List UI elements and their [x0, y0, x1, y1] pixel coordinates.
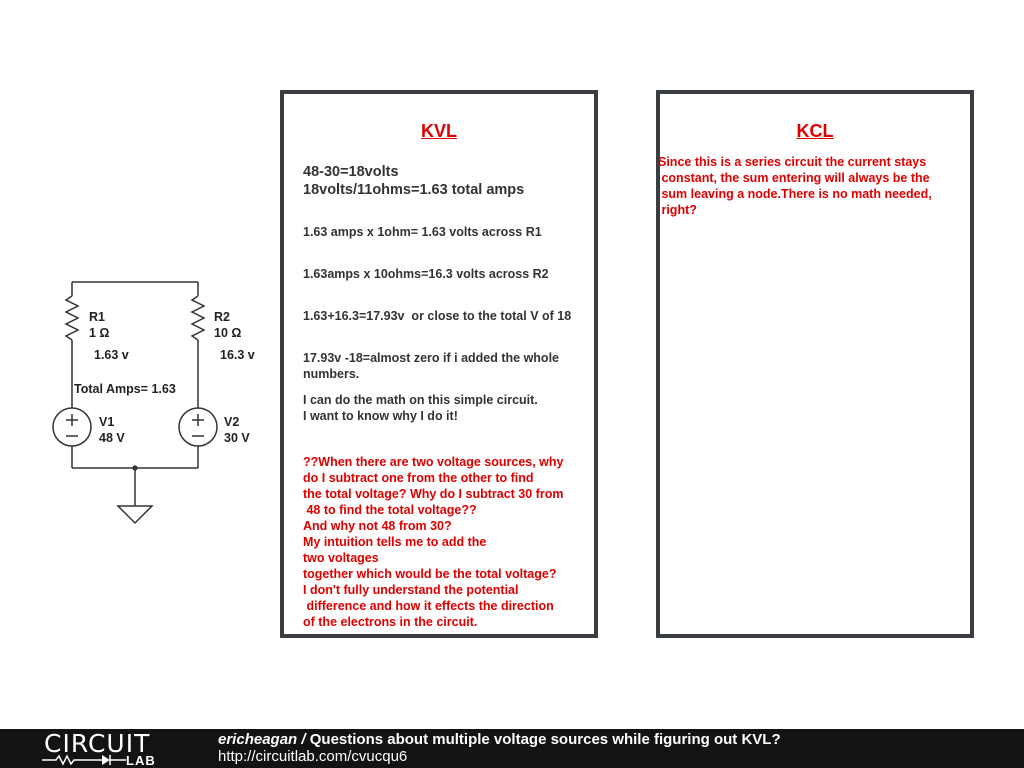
kvl-question: ??When there are two voltage sources, why do I subtract one from the other to find the total voltage? Why do I subtract 30 from 48 to find the total voltage?? And why not 48 from 30? My intuition tells me to add the two voltages together which would be the total voltage? I don't fully understand the potential difference and how it effects the direction of the electrons in the circuit. — [303, 455, 564, 629]
circuit-schematic — [0, 0, 280, 540]
kvl-title: KVL — [421, 121, 457, 141]
r2-value-label: 10 Ω — [214, 326, 242, 340]
kvl-line-6: I can do the math on this simple circuit. I want to know why I do it! — [303, 393, 538, 423]
node-junction — [132, 465, 137, 470]
circuit-title[interactable]: Questions about multiple voltage sources while figuring out KVL? — [309, 731, 781, 748]
r1-voltage-label: 1.63 v — [94, 348, 129, 362]
circuit-url-link[interactable]: http://circuitlab.com/cvucqu6 — [218, 748, 408, 765]
circuit-author-title — [218, 731, 781, 748]
r2-resistor — [192, 296, 204, 340]
r2-voltage-label: 16.3 v — [220, 348, 255, 362]
r2-name-label: R2 — [214, 310, 230, 324]
kvl-note-box — [280, 90, 598, 638]
kcl-note-box — [656, 90, 974, 638]
kvl-line-1: 48-30=18volts 18volts/11ohms=1.63 total amps — [303, 164, 525, 198]
v2-source — [179, 408, 217, 446]
kvl-line-4: 1.63+16.3=17.93v or close to the total V of 18 — [303, 309, 572, 323]
total-amps-label: Total Amps= 1.63 — [74, 382, 176, 396]
r1-name-label: R1 — [89, 310, 105, 324]
circuitlab-logo-sub: LAB — [126, 753, 156, 768]
kvl-line-5: 17.93v -18=almost zero if i added the whole numbers. — [303, 351, 559, 381]
logo-wire-icon — [42, 754, 126, 766]
v2-value-label: 30 V — [224, 431, 250, 445]
circuitlab-logo[interactable]: CIRCUIT — [44, 729, 151, 758]
kvl-line-3: 1.63amps x 10ohms=16.3 volts across R2 — [303, 267, 549, 281]
title-separator: / — [297, 731, 310, 748]
r1-value-label: 1 Ω — [89, 326, 110, 340]
kvl-line-2: 1.63 amps x 1ohm= 1.63 volts across R1 — [303, 225, 542, 239]
v1-name-label: V1 — [99, 415, 115, 429]
kcl-title: KCL — [796, 121, 834, 141]
v1-value-label: 48 V — [99, 431, 125, 445]
r1-resistor — [66, 296, 78, 340]
footer-bar — [0, 729, 1024, 768]
kcl-text: Since this is a series circuit the current stays constant, the sum entering will always be the sum leaving a node.There is no math needed, right? — [658, 155, 932, 217]
v1-source — [53, 408, 91, 446]
author-link[interactable]: ericheagan — [218, 731, 298, 748]
v2-name-label: V2 — [224, 415, 240, 429]
ground-symbol — [118, 506, 152, 523]
